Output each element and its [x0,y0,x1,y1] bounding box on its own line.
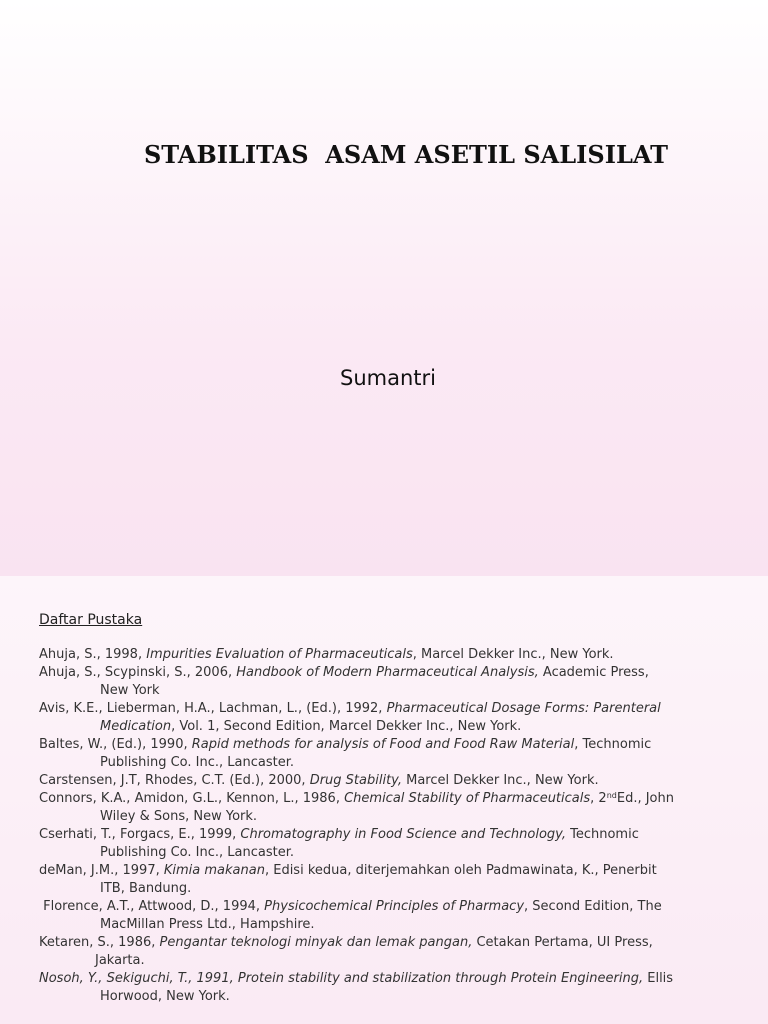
ref-continuation: MacMillan Press Ltd., Hampshire. [100,917,315,932]
ref-text: Avis, K.E., Lieberman, H.A., Lachman, L., (Ed.), 1992, [39,701,387,716]
ref-text: Marcel Dekker Inc., New York. [401,773,599,788]
reference-item [39,898,739,934]
ref-text: , Technomic [574,737,652,752]
ref-title: Rapid methods for analysis of Food and Food Raw Material [191,737,575,752]
ref-continuation: Jakarta. [95,953,145,968]
ref-title: Chromatography in Food Science and Technology, [240,827,566,842]
ref-text: Academic Press, [538,665,649,680]
ref-text: deMan, J.M., 1997, [39,863,164,878]
ref-continuation: Publishing Co. Inc., Lancaster. [100,755,294,770]
reference-list [39,646,739,1006]
ref-continuation: , Vol. 1, Second Edition, Marcel Dekker Inc., New York. [171,719,522,734]
ref-continuation: Horwood, New York. [100,989,230,1004]
ref-title: Medication [100,719,172,734]
ref-text: Cetakan Pertama, UI Press, [472,935,653,950]
ref-text: Cserhati, T., Forgacs, E., 1999, [39,827,241,842]
references-slide [0,576,768,1024]
ref-text: Ahuja, S., 1998, [39,647,147,662]
ref-text: Technomic [565,827,639,842]
reference-item [39,790,739,826]
ref-text: , Marcel Dekker Inc., New York. [412,647,614,662]
ref-continuation: Publishing Co. Inc., Lancaster. [100,845,294,860]
reference-item [39,862,739,898]
reference-item [39,772,739,790]
reference-item [39,826,739,862]
ref-text: Ed., John [616,791,674,806]
ref-text: Florence, A.T., Attwood, D., 1994, [39,899,265,914]
reference-item [39,664,739,700]
ref-text: Ellis [643,971,674,986]
reference-item [39,934,739,970]
ref-text: , Edisi kedua, diterjemahkan oleh Padmawinata, K., Penerbit [264,863,657,878]
ref-continuation: ITB, Bandung. [100,881,192,896]
references-heading: Daftar Pustaka [39,612,143,628]
ref-title: Impurities Evaluation of Pharmaceuticals [146,647,413,662]
ref-continuation: Wiley & Sons, New York. [100,809,258,824]
ref-title: Chemical Stability of Pharmaceuticals [344,791,591,806]
ref-text: Ahuja, S., Scypinski, S., 2006, [39,665,237,680]
reference-item [39,646,739,664]
reference-item [39,970,739,1006]
ref-text: Baltes, W., (Ed.), 1990, [39,737,192,752]
ref-title: Drug Stability, [309,773,402,788]
ref-text: , 2 [590,791,607,806]
ref-title: Pharmaceutical Dosage Forms: Parenteral [386,701,661,716]
reference-item [39,700,739,736]
ref-title: Pengantar teknologi minyak dan lemak pangan, [159,935,473,950]
ref-text: Connors, K.A., Amidon, G.L., Kennon, L., 1986, [39,791,345,806]
ref-continuation: New York [100,683,160,698]
slide-title: STABILITAS ASAM ASETIL SALISILAT [143,140,669,169]
reference-item [39,736,739,772]
ref-superscript: nd [606,791,617,800]
ref-text: , Second Edition, The [524,899,662,914]
ref-title: Kimia makanan [163,863,265,878]
ref-text: Carstensen, J.T, Rhodes, C.T. (Ed.), 2000, [39,773,310,788]
ref-title: Physicochemical Principles of Pharmacy [264,899,525,914]
ref-title: Handbook of Modern Pharmaceutical Analysis, [236,665,539,680]
ref-title: Nosoh, Y., Sekiguchi, T., 1991, Protein stability and stabilization through Protein Engineering, [39,971,644,986]
ref-text: Ketaren, S., 1986, [39,935,160,950]
slide-author: Sumantri [340,366,436,390]
